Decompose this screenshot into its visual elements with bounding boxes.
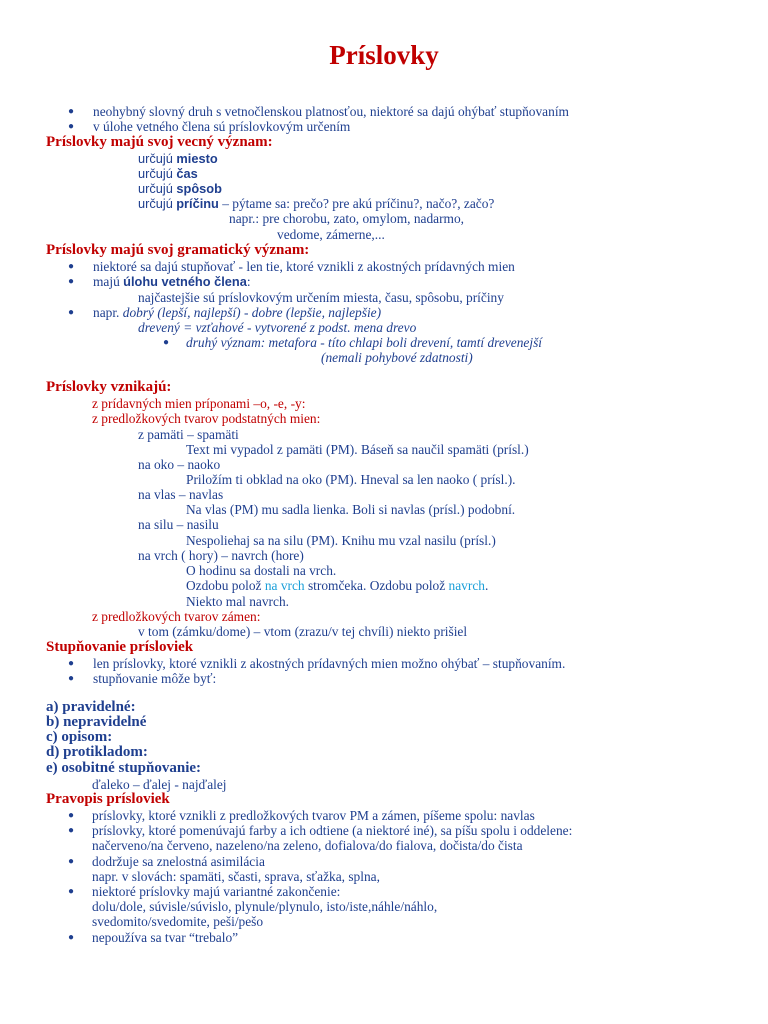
vznikaju-pamati: z pamäti – spamäti — [138, 427, 239, 442]
bullet-icon: ● — [68, 261, 75, 272]
bullet-icon: ● — [68, 276, 75, 287]
pravopis-bullet-3: dodržuje sa znelostná asimilácia — [92, 854, 265, 869]
section-heading-gramaticky: Príslovky majú svoj gramatický význam: — [46, 242, 310, 258]
vecny-miesto: určujú miesto — [138, 151, 218, 166]
vznikaju-zamen-example: v tom (zámku/dome) – vtom (zrazu/v tej chvíli) niekto prišiel — [138, 624, 468, 639]
vecny-pricinu: určujú príčinu – pýtame sa: prečo? pre akú príčinu?, načo?, začo? — [138, 196, 495, 211]
gramaticky-bullet-2-sub: najčastejšie sú príslovkovým určením miesta, času, spôsobu, príčiny — [138, 290, 504, 305]
stupnovanie-e-example: ďaleko – ďalej - najďalej — [92, 777, 227, 792]
stupnovanie-bullet-2: stupňovanie môže byť: — [93, 671, 217, 686]
vznikaju-rule-2: z predložkových tvarov podstatných mien: — [92, 411, 321, 426]
section-heading-vznikaju: Príslovky vznikajú: — [46, 379, 172, 395]
bullet-icon: ● — [68, 825, 75, 836]
pravopis-bullet-1: príslovky, ktoré vznikli z predložkových tvarov PM a zámen, píšeme spolu: navlas — [92, 808, 535, 823]
pravopis-bullet-2: príslovky, ktoré pomenúvajú farby a ich odtiene (a niektoré iné), sa píšu spolu i oddelene: — [92, 823, 573, 838]
page-title: Príslovky — [329, 40, 439, 70]
vznikaju-rule-1: z prídavných mien príponami –o, -e, -y: — [92, 396, 306, 411]
bullet-icon: ● — [68, 106, 75, 117]
pravopis-bullet-4: niektoré príslovky majú variantné zakončenie: — [92, 884, 341, 899]
pravopis-bullet-4-cont-2: svedomito/svedomite, peši/pešo — [92, 914, 264, 929]
gramaticky-druhy-1: druhý význam: metafora - títo chlapi boli drevení, tamtí drevenejší — [186, 335, 543, 350]
stupnovanie-e: e) osobitné stupňovanie: — [46, 760, 202, 776]
vznikaju-silu-example: Nespoliehaj sa na silu (PM). Knihu mu vzal nasilu (prísl.) — [186, 533, 496, 548]
bullet-icon: ● — [68, 810, 75, 821]
gramaticky-druhy-2: (nemali pohybové zdatnosti) — [321, 350, 473, 365]
vznikaju-vlas-example: Na vlas (PM) mu sadla lienka. Boli si navlas (prísl.) podobní. — [186, 502, 516, 517]
intro-bullet-1: neohybný slovný druh s vetnočlenskou platnosťou, niektoré sa dajú ohýbať stupňovaním — [93, 104, 569, 119]
vznikaju-vrch-example-1: O hodinu sa dostali na vrch. — [186, 563, 337, 578]
section-heading-vecny: Príslovky majú svoj vecný význam: — [46, 134, 273, 150]
vecny-napr-2: vedome, zámerne,... — [277, 227, 385, 242]
vznikaju-vrch-example-3: Niekto mal navrch. — [186, 594, 289, 609]
vznikaju-oko: na oko – naoko — [138, 457, 221, 472]
pravopis-bullet-3-cont: napr. v slovách: spamäti, sčasti, sprava, sťažka, splna, — [92, 869, 380, 884]
section-heading-pravopis: Pravopis prísloviek — [46, 791, 170, 807]
bullet-icon: ● — [68, 886, 75, 897]
section-heading-stupnovanie: Stupňovanie prísloviek — [46, 639, 194, 655]
vznikaju-vrch-example-2: Ozdobu polož na vrch stromčeka. Ozdobu polož navrch. — [186, 578, 489, 593]
stupnovanie-b: b) nepravidelné — [46, 714, 147, 730]
gramaticky-dreveny: drevený = vzťahové - vytvorené z podst. mena drevo — [138, 320, 417, 335]
pravopis-bullet-4-cont-1: dolu/dole, súvisle/súvislo, plynule/plynulo, isto/iste,náhle/náhlo, — [92, 899, 438, 914]
vecny-napr-1: napr.: pre chorobu, zato, omylom, nadarmo, — [229, 211, 465, 226]
bullet-icon: ● — [68, 307, 75, 318]
stupnovanie-bullet-1: len príslovky, ktoré vznikli z akostných prídavných mien možno ohýbať – stupňovaním. — [93, 656, 566, 671]
bullet-icon: ● — [68, 932, 75, 943]
stupnovanie-c: c) opisom: — [46, 729, 113, 745]
bullet-icon: ● — [68, 658, 75, 669]
vecny-cas: určujú čas — [138, 166, 198, 181]
pravopis-bullet-5: nepoužíva sa tvar “trebalo” — [92, 930, 239, 945]
gramaticky-bullet-1: niektoré sa dajú stupňovať - len tie, ktoré vznikli z akostných prídavných mien — [93, 259, 515, 274]
intro-bullet-2: v úlohe vetného člena sú príslovkovým určením — [93, 119, 351, 134]
stupnovanie-d: d) protikladom: — [46, 744, 148, 760]
pravopis-bullet-2-cont: načerveno/na červeno, nazeleno/na zeleno, dofialova/do fialova, dočista/do čista — [92, 838, 523, 853]
bullet-icon: ● — [68, 121, 75, 132]
vznikaju-silu: na silu – nasilu — [138, 517, 219, 532]
gramaticky-bullet-3: napr. dobrý (lepší, najlepší) - dobre (lepšie, najlepšie) — [93, 305, 382, 320]
vznikaju-vrch: na vrch ( hory) – navrch (hore) — [138, 548, 304, 563]
stupnovanie-a: a) pravidelné: — [46, 699, 136, 715]
vznikaju-vlas: na vlas – navlas — [138, 487, 224, 502]
gramaticky-bullet-2: majú úlohu vetného člena: — [93, 274, 251, 289]
vznikaju-pamati-example: Text mi vypadol z pamäti (PM). Báseň sa naučil spamäti (prísl.) — [186, 442, 529, 457]
sub-bullet-icon: ● — [163, 337, 170, 348]
bullet-icon: ● — [68, 856, 75, 867]
vecny-sposob: určujú spôsob — [138, 181, 222, 196]
vznikaju-oko-example: Priložím ti obklad na oko (PM). Hneval sa len naoko ( prísl.). — [186, 472, 516, 487]
vznikaju-rule-3: z predložkových tvarov zámen: — [92, 609, 261, 624]
bullet-icon: ● — [68, 673, 75, 684]
